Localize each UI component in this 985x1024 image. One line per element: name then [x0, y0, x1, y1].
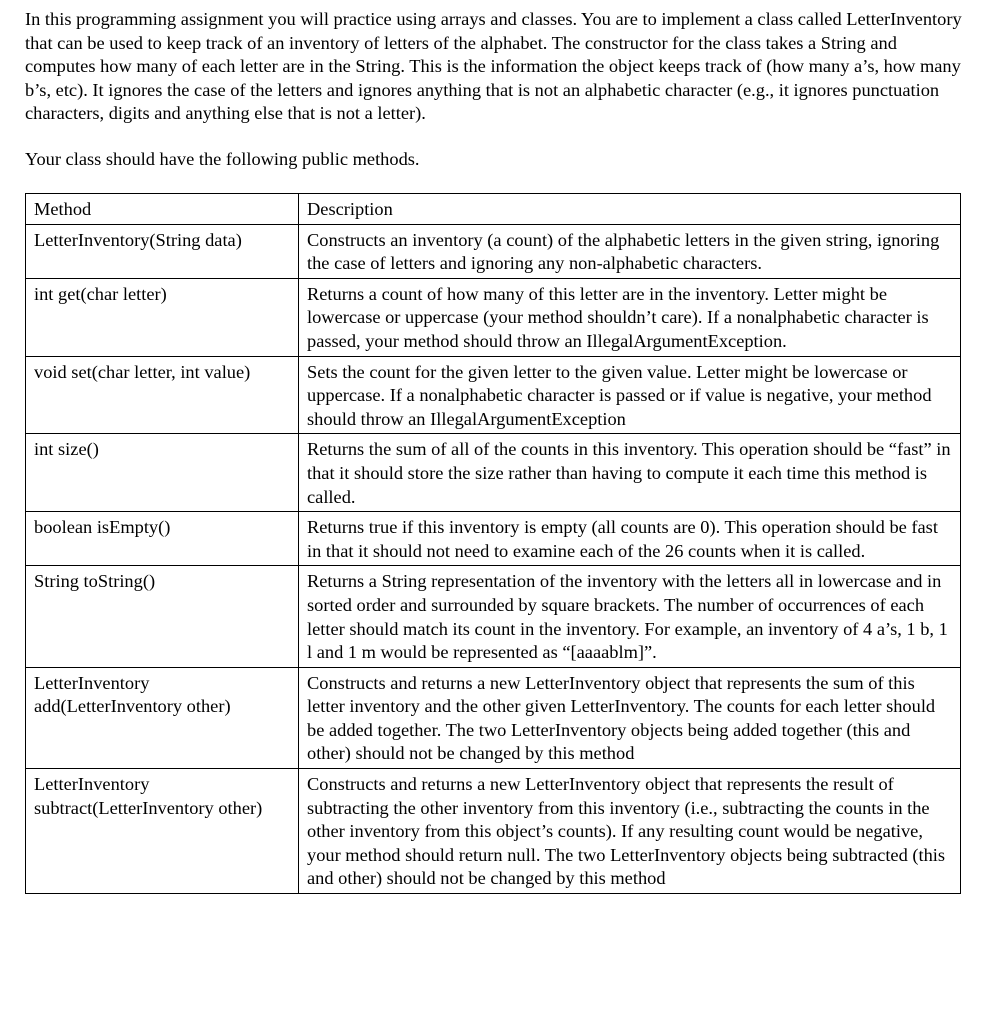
method-description: Sets the count for the given letter to the given value. Letter might be lowercase or uppercase. If a nonalphabetic character is passed or if value is negative, your method should throw an IllegalArgumentException: [299, 356, 961, 434]
table-row: [26, 512, 961, 566]
methods-table: [25, 193, 961, 894]
method-description: Returns true if this inventory is empty (all counts are 0). This operation should be fast in that it should not need to examine each of the 26 counts when it is called.: [299, 512, 961, 566]
table-row: [26, 566, 961, 667]
method-signature: boolean isEmpty(): [26, 512, 299, 566]
table-row: [26, 769, 961, 894]
method-signature: int get(char letter): [26, 278, 299, 356]
method-column-header: Method: [26, 194, 299, 225]
table-row: [26, 434, 961, 512]
table-row: [26, 224, 961, 278]
method-signature: LetterInventory(String data): [26, 224, 299, 278]
intro-paragraph: In this programming assignment you will practice using arrays and classes. You are to implement a class called LetterInventory that can be used to keep track of an inventory of letters of the alphabet. The constructor for the class takes a String and computes how many of each letter are in the String. This is the information the object keeps track of (how many a’s, how many b’s, etc). It ignores the case of the letters and ignores anything that is not an alphabetic character (e.g., it ignores punctuation characters, digits and anything else that is not a letter).: [25, 9, 962, 124]
methods-lead-paragraph: Your class should have the following public methods.: [25, 149, 420, 169]
method-signature: LetterInventory add(LetterInventory other): [26, 667, 299, 768]
method-description: Constructs and returns a new LetterInventory object that represents the sum of this letter inventory and the other given LetterInventory. The counts for each letter should be added together. The two LetterInventory objects being added together (this and other) should not be changed by this method: [299, 667, 961, 768]
method-description: Returns a count of how many of this letter are in the inventory. Letter might be lowercase or uppercase (your method shouldn’t care). If a nonalphabetic character is passed, your method should throw an IllegalArgumentException.: [299, 278, 961, 356]
method-signature: int size(): [26, 434, 299, 512]
description-column-header: Description: [299, 194, 961, 225]
method-signature: void set(char letter, int value): [26, 356, 299, 434]
table-row: [26, 356, 961, 434]
table-header-row: [26, 194, 961, 225]
method-description: Returns the sum of all of the counts in this inventory. This operation should be “fast” in that it should store the size rather than having to compute it each time this method is called.: [299, 434, 961, 512]
method-description: Constructs an inventory (a count) of the alphabetic letters in the given string, ignoring the case of letters and ignoring any non-alphabetic characters.: [299, 224, 961, 278]
method-signature: LetterInventory subtract(LetterInventory other): [26, 769, 299, 894]
method-description: Constructs and returns a new LetterInventory object that represents the result of subtracting the other inventory from this inventory (i.e., subtracting the counts in the other inventory from this object’s counts). If any resulting count would be negative, your method should return null. The two LetterInventory objects being subtracted (this and other) should not be changed by this method: [299, 769, 961, 894]
table-row: [26, 278, 961, 356]
table-row: [26, 667, 961, 768]
method-description: Returns a String representation of the inventory with the letters all in lowercase and in sorted order and surrounded by square brackets. The number of occurrences of each letter should match its count in the inventory. For example, an inventory of 4 a’s, 1 b, 1 l and 1 m would be represented as “[aaaablm]”.: [299, 566, 961, 667]
method-signature: String toString(): [26, 566, 299, 667]
